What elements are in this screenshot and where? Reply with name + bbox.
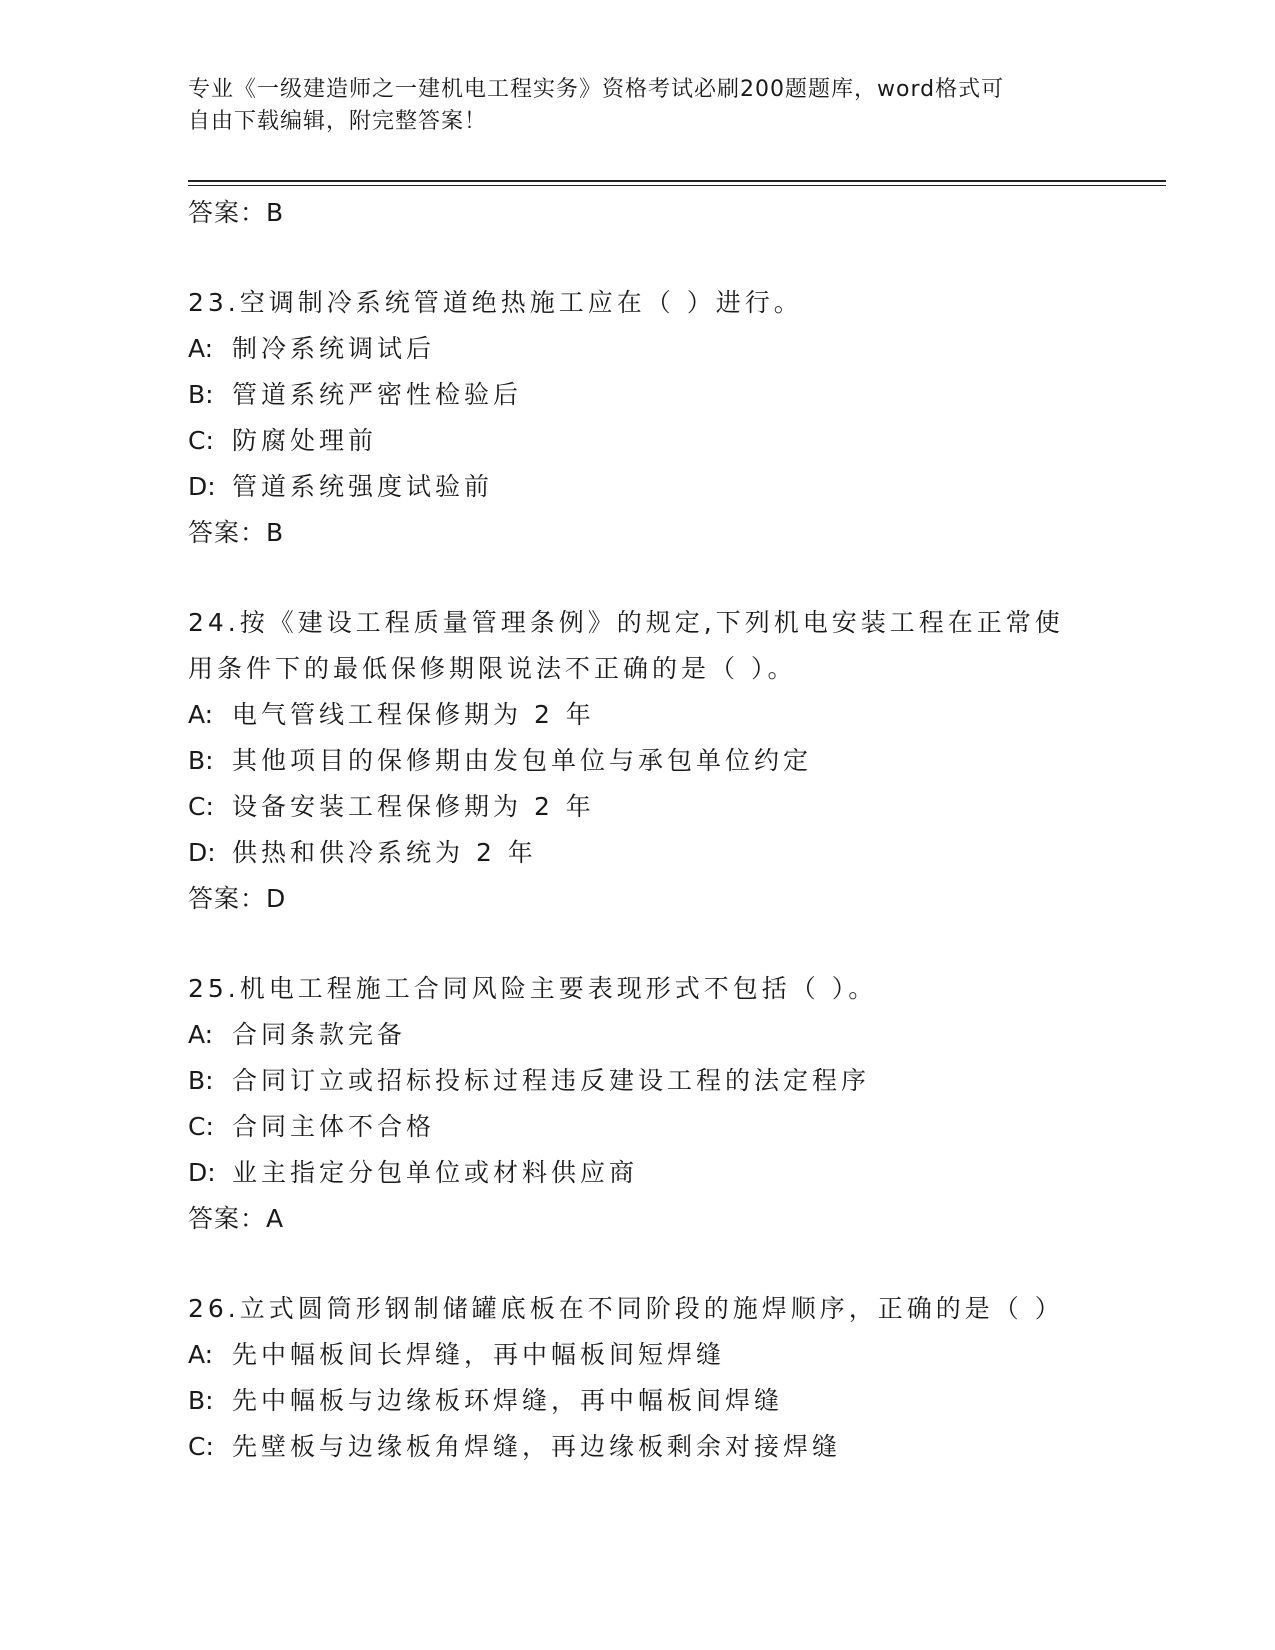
option-letter: B:	[188, 1386, 214, 1415]
header-line-2: 自由下载编辑，附完整答案！	[188, 109, 488, 134]
option-text: 防腐处理前	[232, 426, 378, 455]
option-letter: A:	[188, 334, 214, 363]
option-letter: D:	[188, 472, 216, 501]
option-text: 电气管线工程保修期为 2 年	[232, 700, 595, 729]
option-letter: C:	[188, 1112, 214, 1141]
option-a	[188, 1012, 1088, 1058]
option-c	[188, 1424, 1088, 1470]
option-letter: D:	[188, 1158, 216, 1187]
question-text: 23.空调制冷系统管道绝热施工应在（ ）进行。	[188, 288, 803, 317]
option-letter: C:	[188, 792, 214, 821]
option-a	[188, 1332, 1088, 1378]
option-text: 管道系统严密性检验后	[232, 380, 523, 409]
option-b	[188, 1058, 1088, 1104]
option-c	[188, 418, 1088, 464]
option-letter: C:	[188, 426, 214, 455]
option-text: 先中幅板间长焊缝，再中幅板间短焊缝	[232, 1340, 726, 1369]
option-letter: B:	[188, 1066, 214, 1095]
option-b	[188, 372, 1088, 418]
option-d	[188, 1150, 1088, 1196]
option-text: 先壁板与边缘板角焊缝，再边缘板剩余对接焊缝	[232, 1432, 842, 1461]
question-text: 26.立式圆筒形钢制储罐底板在不同阶段的施焊顺序，正确的是（ ）	[188, 1294, 1064, 1323]
question-25	[188, 966, 1088, 1242]
option-letter: A:	[188, 700, 214, 729]
option-letter: A:	[188, 1340, 214, 1369]
answer-line: 答案：D	[188, 884, 287, 913]
option-c	[188, 1104, 1088, 1150]
header-line-1: 专业《一级建造师之一建机电工程实务》资格考试必刷200题题库，word格式可	[188, 77, 1005, 102]
option-letter: D:	[188, 838, 216, 867]
question-list	[188, 190, 1088, 1470]
option-b	[188, 738, 1088, 784]
option-text: 设备安装工程保修期为 2 年	[232, 792, 595, 821]
option-a	[188, 326, 1088, 372]
option-text: 合同条款完备	[232, 1020, 407, 1049]
option-text: 先中幅板与边缘板环焊缝，再中幅板间焊缝	[232, 1386, 784, 1415]
option-text: 供热和供冷系统为 2 年	[232, 838, 537, 867]
option-d	[188, 830, 1088, 876]
question-text: 25.机电工程施工合同风险主要表现形式不包括（ ）。	[188, 974, 878, 1003]
document-header	[188, 74, 1068, 138]
option-text: 制冷系统调试后	[232, 334, 436, 363]
header-divider-thin	[188, 185, 1166, 186]
answer-line: 答案：A	[188, 1204, 285, 1233]
option-letter: A:	[188, 1020, 214, 1049]
option-letter: C:	[188, 1432, 214, 1461]
option-text: 合同主体不合格	[232, 1112, 436, 1141]
answer-line: 答案：B	[188, 198, 285, 227]
header-divider-thick	[188, 180, 1166, 182]
question-26	[188, 1286, 1088, 1470]
answer-line: 答案：B	[188, 518, 285, 547]
option-text: 其他项目的保修期由发包单位与承包单位约定	[232, 746, 813, 775]
question-text-line-2: 用条件下的最低保修期限说法不正确的是（ ）。	[188, 654, 797, 683]
question-24	[188, 600, 1088, 922]
question-text-line-1: 24.按《建设工程质量管理条例》的规定,下列机电安装工程在正常使	[188, 608, 1064, 637]
option-text: 管道系统强度试验前	[232, 472, 494, 501]
option-text: 业主指定分包单位或材料供应商	[232, 1158, 639, 1187]
question-23	[188, 280, 1088, 556]
option-d	[188, 464, 1088, 510]
option-a	[188, 692, 1088, 738]
option-b	[188, 1378, 1088, 1424]
option-text: 合同订立或招标投标过程违反建设工程的法定程序	[232, 1066, 871, 1095]
option-letter: B:	[188, 380, 214, 409]
option-c	[188, 784, 1088, 830]
option-letter: B:	[188, 746, 214, 775]
